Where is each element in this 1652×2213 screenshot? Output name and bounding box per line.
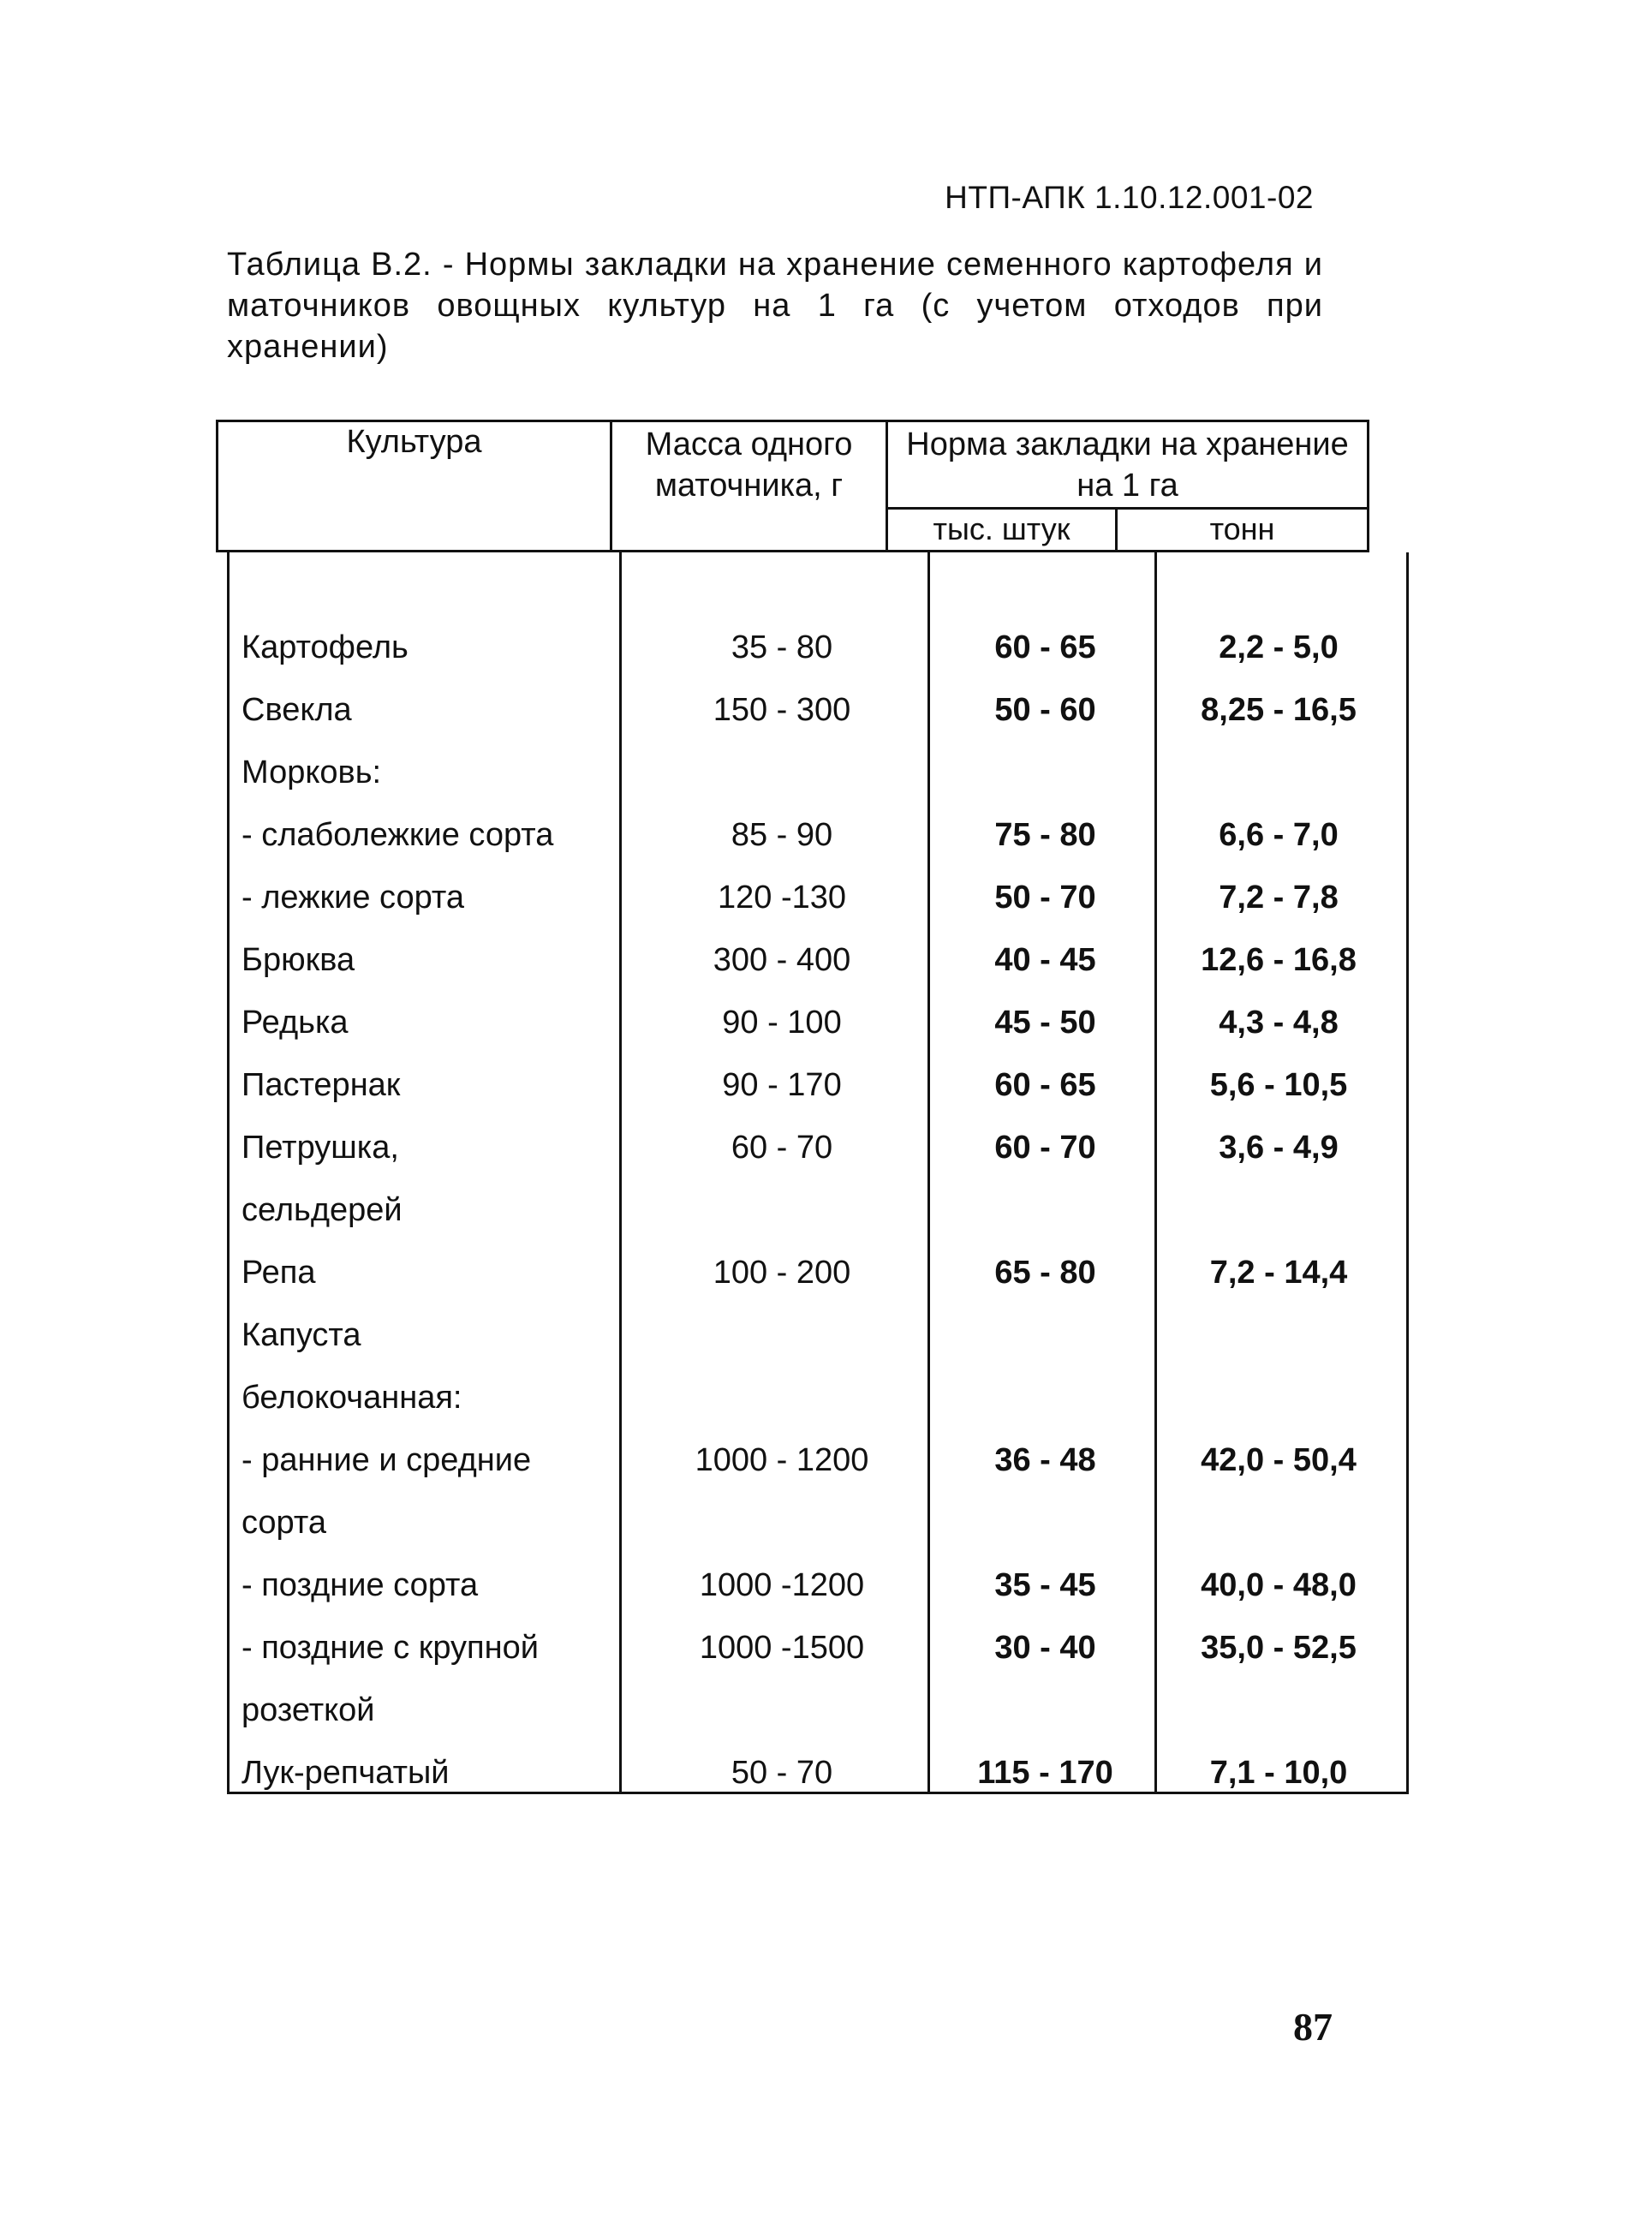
- cell-culture: Морковь:: [242, 755, 382, 790]
- cell-tonnes: 42,0 - 50,4: [1201, 1442, 1357, 1478]
- cell-culture: Редька: [242, 1005, 349, 1041]
- cell-culture: Брюква: [242, 942, 355, 978]
- table-row: [230, 679, 1406, 742]
- cell-thousand-pcs: 50 - 60: [994, 692, 1096, 728]
- header-tonnes: тонн: [1209, 511, 1275, 546]
- cell-mass: 90 - 170: [722, 1067, 842, 1103]
- cell-culture: Лук-репчатый: [242, 1755, 450, 1791]
- table-row: [230, 617, 1406, 679]
- cell-thousand-pcs: 40 - 45: [994, 942, 1096, 978]
- cell-mass: 60 - 70: [731, 1130, 833, 1166]
- cell-thousand-pcs: 36 - 48: [994, 1442, 1096, 1478]
- document-code: НТП-АПК 1.10.12.001-02: [945, 180, 1314, 215]
- cell-tonnes: 8,25 - 16,5: [1201, 692, 1357, 728]
- cell-thousand-pcs: 115 - 170: [977, 1755, 1113, 1791]
- cell-culture: сорта: [242, 1505, 326, 1541]
- cell-mass: 300 - 400: [713, 942, 851, 978]
- table-row: [230, 1617, 1406, 1679]
- table-row: [230, 1679, 1406, 1742]
- cell-tonnes: 40,0 - 48,0: [1201, 1567, 1357, 1603]
- page-number: 87: [1293, 2005, 1333, 2049]
- cell-culture: Петрушка,: [242, 1130, 399, 1166]
- cell-tonnes: 3,6 - 4,9: [1219, 1130, 1339, 1166]
- cell-tonnes: 7,2 - 14,4: [1209, 1255, 1348, 1291]
- cell-culture: - ранние и средние: [242, 1442, 532, 1478]
- cell-culture: Свекла: [242, 692, 352, 728]
- cell-culture: сельдерей: [242, 1192, 403, 1228]
- header-mass: Масса одного маточника, г: [612, 422, 888, 550]
- table-row: [230, 742, 1406, 804]
- cell-mass: 85 - 90: [731, 817, 833, 853]
- table-row: [230, 1304, 1406, 1367]
- table-body: [227, 552, 1409, 1794]
- cell-culture: - лежкие сорта: [242, 880, 465, 916]
- table-row: [230, 1179, 1406, 1242]
- cell-tonnes: 35,0 - 52,5: [1201, 1630, 1357, 1666]
- table-row: [230, 1242, 1406, 1304]
- header-norm: Норма закладки на хранение на 1 га: [888, 422, 1367, 510]
- table-row: [230, 1054, 1406, 1117]
- table-row: [230, 1492, 1406, 1554]
- cell-thousand-pcs: 75 - 80: [994, 817, 1096, 853]
- table-row: [230, 1554, 1406, 1617]
- cell-mass: 35 - 80: [731, 629, 833, 665]
- table-row: [230, 992, 1406, 1054]
- cell-culture: белокочанная:: [242, 1380, 462, 1416]
- cell-mass: 1000 -1200: [699, 1567, 865, 1603]
- table-row: [230, 804, 1406, 867]
- cell-mass: 1000 -1500: [699, 1630, 865, 1666]
- cell-culture: - поздние сорта: [242, 1567, 479, 1603]
- cell-tonnes: 4,3 - 4,8: [1219, 1005, 1339, 1041]
- table-row: [230, 1117, 1406, 1179]
- cell-thousand-pcs: 60 - 65: [994, 1067, 1096, 1103]
- table-row: [230, 1429, 1406, 1492]
- cell-thousand-pcs: 35 - 45: [994, 1567, 1096, 1603]
- cell-thousand-pcs: 45 - 50: [994, 1005, 1096, 1041]
- cell-thousand-pcs: 65 - 80: [994, 1255, 1096, 1291]
- cell-tonnes: 6,6 - 7,0: [1219, 817, 1339, 853]
- cell-mass: 100 - 200: [713, 1255, 851, 1291]
- table-row: [230, 929, 1406, 992]
- cell-culture: Картофель: [242, 629, 409, 665]
- cell-thousand-pcs: 50 - 70: [994, 880, 1096, 916]
- cell-tonnes: 2,2 - 5,0: [1219, 629, 1339, 665]
- cell-mass: 50 - 70: [731, 1755, 833, 1791]
- table-row: [230, 867, 1406, 929]
- table-row: [230, 1367, 1406, 1429]
- cell-culture: - поздние с крупной: [242, 1630, 539, 1666]
- table-caption: Таблица В.2. - Нормы закладки на хранение семенного картофеля и маточников овощных культур на 1 га (с учетом отходов при хранении): [227, 247, 1323, 365]
- table-rows: [230, 617, 1406, 1804]
- cell-culture: Капуста: [242, 1317, 361, 1353]
- cell-culture: Репа: [242, 1255, 316, 1291]
- cell-tonnes: 7,1 - 10,0: [1209, 1755, 1348, 1791]
- table-row: [230, 1742, 1406, 1804]
- cell-thousand-pcs: 60 - 65: [994, 629, 1096, 665]
- cell-culture: - слаболежкие сорта: [242, 817, 554, 853]
- cell-tonnes: 7,2 - 7,8: [1219, 880, 1339, 916]
- cell-mass: 120 -130: [717, 880, 846, 916]
- cell-mass: 1000 - 1200: [695, 1442, 869, 1478]
- cell-culture: Пастернак: [242, 1067, 401, 1103]
- cell-thousand-pcs: 30 - 40: [994, 1630, 1096, 1666]
- header-norm-group: [888, 422, 1367, 550]
- cell-tonnes: 5,6 - 10,5: [1209, 1067, 1348, 1103]
- cell-mass: 90 - 100: [722, 1005, 842, 1041]
- header-culture: Культура: [218, 422, 612, 550]
- cell-thousand-pcs: 60 - 70: [994, 1130, 1096, 1166]
- cell-mass: 150 - 300: [713, 692, 851, 728]
- table-header: [216, 420, 1369, 552]
- header-thousand-pcs: тыс. штук: [888, 510, 1118, 550]
- cell-culture: розеткой: [242, 1692, 375, 1728]
- cell-tonnes: 12,6 - 16,8: [1201, 942, 1357, 978]
